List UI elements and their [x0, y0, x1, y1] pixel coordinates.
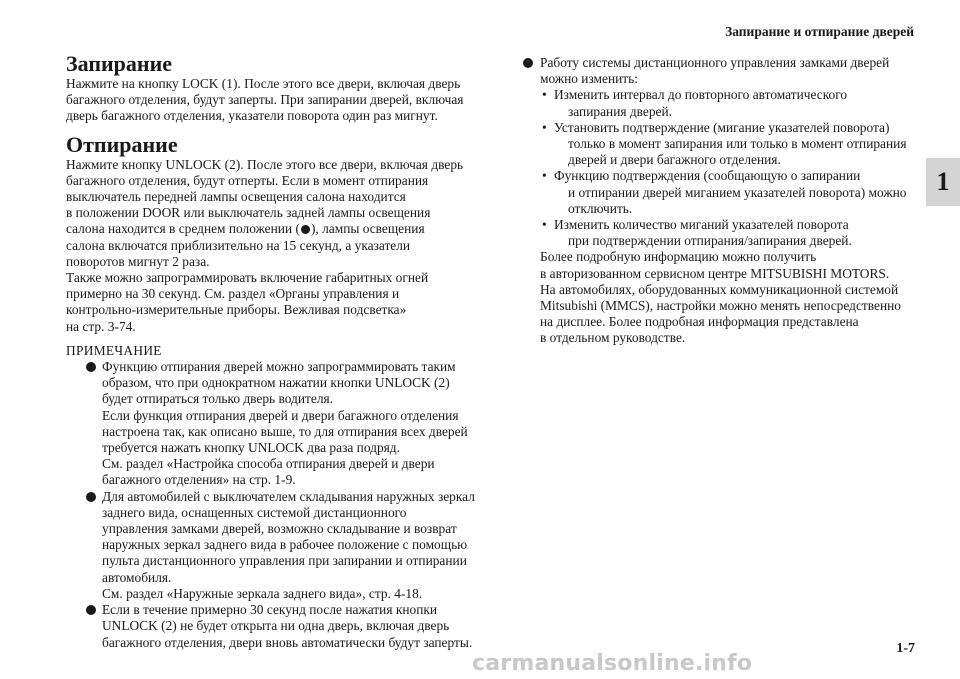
text-line: в отдельном руководстве. [540, 330, 686, 346]
unlocking-text [66, 157, 486, 335]
bullet-dot-icon [301, 225, 310, 234]
watermark: carmanualsonline.info [472, 651, 753, 676]
text-line: и отпирании дверей миганием указателей поворота) можно [568, 184, 907, 200]
text-line: См. раздел «Наружные зеркала заднего вида», стр. 4-18. [102, 585, 423, 601]
sub-list-item [540, 87, 923, 119]
text-line: Установить подтверждение (мигание указателей поворота) [554, 119, 890, 135]
text-line: багажного отделения» на стр. 1-9. [102, 472, 296, 488]
right-bullet [523, 55, 923, 347]
bullet-marker: • [542, 217, 547, 233]
text-line [66, 221, 486, 237]
bullet-marker: • [542, 87, 547, 103]
text-line: настроена так, как описано выше, то для отпирания всех дверей [102, 423, 468, 439]
text-line: салона включатся приблизительно на 15 секунд, а указатели [66, 237, 411, 253]
text-line: только в момент запирания или только в момент отпирания [568, 136, 907, 152]
text-line: На автомобилях, оборудованных коммуникационной системой [540, 281, 899, 297]
bullet-dot-icon [86, 605, 96, 615]
bullet-dot-icon [86, 492, 96, 502]
text-line: Функцию подтверждения (сообщающую о запирании [554, 168, 861, 184]
text-line: дверей и двери багажного отделения. [568, 152, 781, 168]
text-line: Также можно запрограммировать включение габаритных огней [66, 270, 429, 286]
text-line: Нажмите на кнопку LOCK (1). После этого все двери, включая дверь [66, 76, 461, 91]
text-line: заднего вида, оснащенных системой дистанционного [102, 504, 407, 520]
left-column [66, 52, 486, 651]
note-bullet [66, 602, 486, 651]
text-line: Более подробную информацию можно получить [540, 249, 817, 265]
chapter-tab: 1 [926, 158, 960, 206]
text-line: при подтверждении отпирания/запирания дверей. [568, 233, 852, 249]
text-line: отключить. [568, 200, 633, 216]
text-line: багажного отделения, двери вновь автоматически будут заперты. [102, 634, 473, 650]
text-line: Работу системы дистанционного управления замками дверей [540, 55, 890, 70]
page-header-title: Запирание и отпирание дверей [725, 24, 914, 39]
locking-text [66, 76, 486, 125]
locking-heading: Запирание [66, 51, 173, 76]
text-line: Mitsubishi (MMCS), настройки можно менять непосредственно [540, 298, 901, 314]
unlocking-heading: Отпирание [66, 131, 178, 157]
text-line: багажного отделения, будут заперты. При запирании дверей, включая [66, 92, 464, 108]
text-line: выключатель передней лампы освещения салона находится [66, 189, 406, 205]
text-line: автомобиля. [102, 569, 172, 585]
sub-list-item [540, 168, 923, 217]
text-line: можно изменить: [540, 71, 638, 87]
page-number: 1-7 [896, 641, 915, 656]
text-line: примерно на 30 секунд. См. раздел «Органы управления и [66, 286, 400, 302]
bullet-dot-icon [86, 362, 96, 372]
text-line: UNLOCK (2) не будет открыта ни одна дверь, включая дверь [102, 618, 450, 634]
text-segment: ), лампы освещения [310, 221, 425, 237]
bullet-dot-icon [523, 58, 533, 68]
text-line: Для автомобилей с выключателем складывания наружных зеркал [102, 488, 475, 504]
note-bullet [66, 359, 486, 489]
text-line: на дисплее. Более подробная информация представлена [540, 314, 859, 330]
text-line: требуется нажать кнопку UNLOCK два раза подряд. [102, 440, 400, 456]
text-line: пульта дистанционного управления при запирании и отпирании [102, 553, 467, 569]
text-line: Изменить количество миганий указателей поворота [554, 217, 849, 233]
text-line: Если в течение примерно 30 секунд после нажатия кнопки [102, 602, 438, 618]
text-line: Нажмите кнопку UNLOCK (2). После этого все двери, включая дверь [66, 156, 464, 172]
sub-list-item [540, 120, 923, 169]
text-line: образом, что при однократном нажатии кнопки UNLOCK (2) [102, 375, 450, 391]
text-line: на стр. 3-74. [66, 318, 136, 334]
text-line: багажного отделения, будут отперты. Если в момент отпирания [66, 172, 429, 188]
text-line: Изменить интервал до повторного автоматического [554, 87, 848, 103]
text-line: Если функция отпирания дверей и двери багажного отделения [102, 407, 459, 423]
text-line: поворотов мигнут 2 раза. [66, 253, 210, 269]
right-column [523, 55, 923, 347]
text-line: дверь багажного отделения, указатели поворота один раз мигнут. [66, 108, 438, 124]
sub-list-item [540, 217, 923, 249]
bullet-marker: • [542, 119, 547, 135]
text-line: будет отпираться только дверь водителя. [102, 391, 334, 407]
text-line: См. раздел «Настройка способа отпирания дверей и двери [102, 456, 435, 472]
text-line: в авторизованном сервисном центре MITSUBISHI MOTORS. [540, 265, 890, 281]
text-line: наружных зеркал заднего вида в рабочее положение с помощью [102, 537, 468, 553]
text-line: запирания дверей. [568, 103, 673, 119]
text-segment: салона находится в среднем положении ( [66, 221, 300, 237]
bullet-marker: • [542, 168, 547, 184]
note-bullet [66, 489, 486, 602]
text-line: в положении DOOR или выключатель задней лампы освещения [66, 205, 431, 221]
text-line: управления замками дверей, возможно складывание и возврат [102, 521, 457, 537]
text-line: Функцию отпирания дверей можно запрограммировать таким [102, 359, 456, 375]
text-line: контрольно-измерительные приборы. Вежливая подсветка» [66, 302, 407, 318]
note-title: ПРИМЕЧАНИЕ [66, 342, 162, 358]
